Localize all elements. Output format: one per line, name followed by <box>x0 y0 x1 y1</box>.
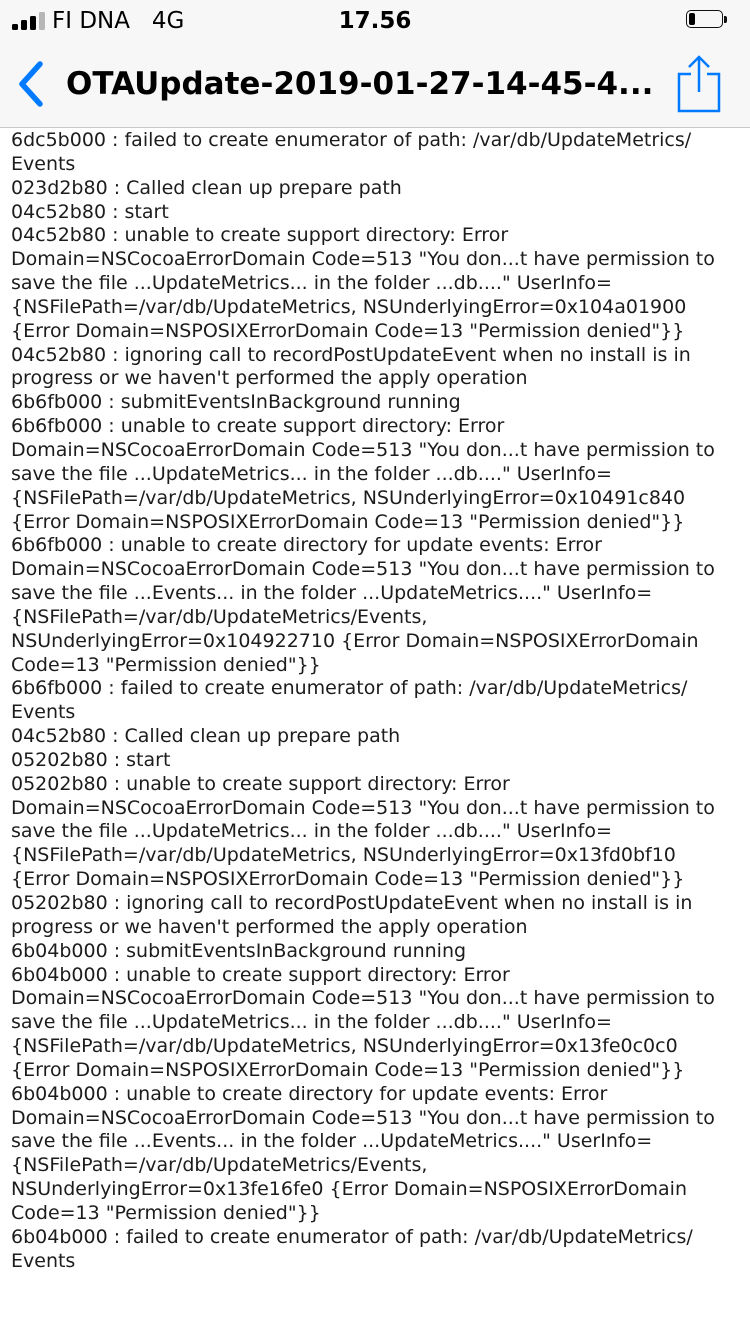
log-line: 04c52b80 : unable to create support directory: Error Domain=NSCocoaErrorDomain Code=513 "You don...t have permission to save the file ...UpdateMetrics... in the folder ...db...." UserInfo={NSFilePath=/var/db/UpdateMetrics, NSUnderlyingError=0x104a01900 {Error Domain=NSPOSIXErrorDomain Code=13 "Permission denied"}} <box>11 224 715 342</box>
battery-tip <box>724 16 727 23</box>
log-line: 6b04b000 : submitEventsInBackground running <box>11 939 467 962</box>
log-text-view[interactable] <box>0 129 750 1334</box>
chevron-left-icon <box>10 56 54 112</box>
log-line: 6b04b000 : unable to create directory for update events: Error Domain=NSCocoaErrorDomain Code=513 "You don...t have permission to save the file ...Events... in the folder ...UpdateMetrics...." UserInfo={NSFilePath=/var/db/UpdateMetrics/Events, NSUnderlyingError=0x13fe16fe0 {Error Domain=NSPOSIXErrorDomain Code=13 "Permission denied"}} <box>11 1082 715 1224</box>
log-line: 04c52b80 : Called clean up prepare path <box>11 725 401 748</box>
log-line: 04c52b80 : start <box>11 200 169 223</box>
log-line: 6b6fb000 : unable to create directory for update events: Error Domain=NSCocoaErrorDomain Code=513 "You don...t have permission to save the file ...Events... in the folder ...UpdateMetrics...." UserInfo={NSFilePath=/var/db/UpdateMetrics/Events, NSUnderlyingError=0x104922710 {Error Domain=NSPOSIXErrorDomain Code=13 "Permission denied"}} <box>11 534 715 676</box>
log-line: 6dc5b000 : failed to create enumerator of path: /var/db/UpdateMetrics/ Events <box>11 129 692 175</box>
log-line: 05202b80 : start <box>11 748 171 771</box>
log-line: 05202b80 : ignoring call to recordPostUpdateEvent when no install is in progress or we haven't performed the apply operation <box>11 892 693 938</box>
status-bar <box>0 0 750 40</box>
log-line: 6b6fb000 : submitEventsInBackground running <box>11 391 461 414</box>
log-line: 6b6fb000 : failed to create enumerator of path: /var/db/UpdateMetrics/ Events <box>11 677 688 724</box>
status-time: 17.56 <box>338 8 412 34</box>
log-line: 04c52b80 : ignoring call to recordPostUpdateEvent when no install is in progress or we haven't performed the apply operation <box>11 343 691 390</box>
battery-fill <box>689 13 695 25</box>
log-line: 6b04b000 : unable to create support directory: Error Domain=NSCocoaErrorDomain Code=513 "You don...t have permission to save the file ...UpdateMetrics... in the folder ...db...." UserInfo={NSFilePath=/var/db/UpdateMetrics, NSUnderlyingError=0x13fe0c0c0 {Error Domain=NSPOSIXErrorDomain Code=13 "Permission denied"}} <box>11 963 715 1081</box>
battery-icon <box>686 10 729 30</box>
network-type: 4G <box>151 8 185 34</box>
navigation-bar <box>0 40 750 128</box>
share-button[interactable] <box>672 54 726 114</box>
back-button[interactable] <box>10 56 54 112</box>
log-line: 6b6fb000 : unable to create support directory: Error Domain=NSCocoaErrorDomain Code=513 "You don...t have permission to save the file ...UpdateMetrics... in the folder ...db...." UserInfo={NSFilePath=/var/db/UpdateMetrics, NSUnderlyingError=0x10491c840 {Error Domain=NSPOSIXErrorDomain Code=13 "Permission denied"}} <box>11 415 715 533</box>
share-icon <box>672 54 726 114</box>
log-line: 6b04b000 : failed to create enumerator of path: /var/db/UpdateMetrics/ Events <box>11 1225 693 1272</box>
page-title: OTAUpdate-2019-01-27-14-45-4... <box>66 66 654 102</box>
carrier-name: FI DNA <box>52 8 130 34</box>
log-line: 023d2b80 : Called clean up prepare path <box>11 176 402 199</box>
log-line: 05202b80 : unable to create support directory: Error Domain=NSCocoaErrorDomain Code=513 "You don...t have permission to save the file ...UpdateMetrics... in the folder ...db...." UserInfo={NSFilePath=/var/db/UpdateMetrics, NSUnderlyingError=0x13fd0bf10 {Error Domain=NSPOSIXErrorDomain Code=13 "Permission denied"}} <box>11 772 715 891</box>
